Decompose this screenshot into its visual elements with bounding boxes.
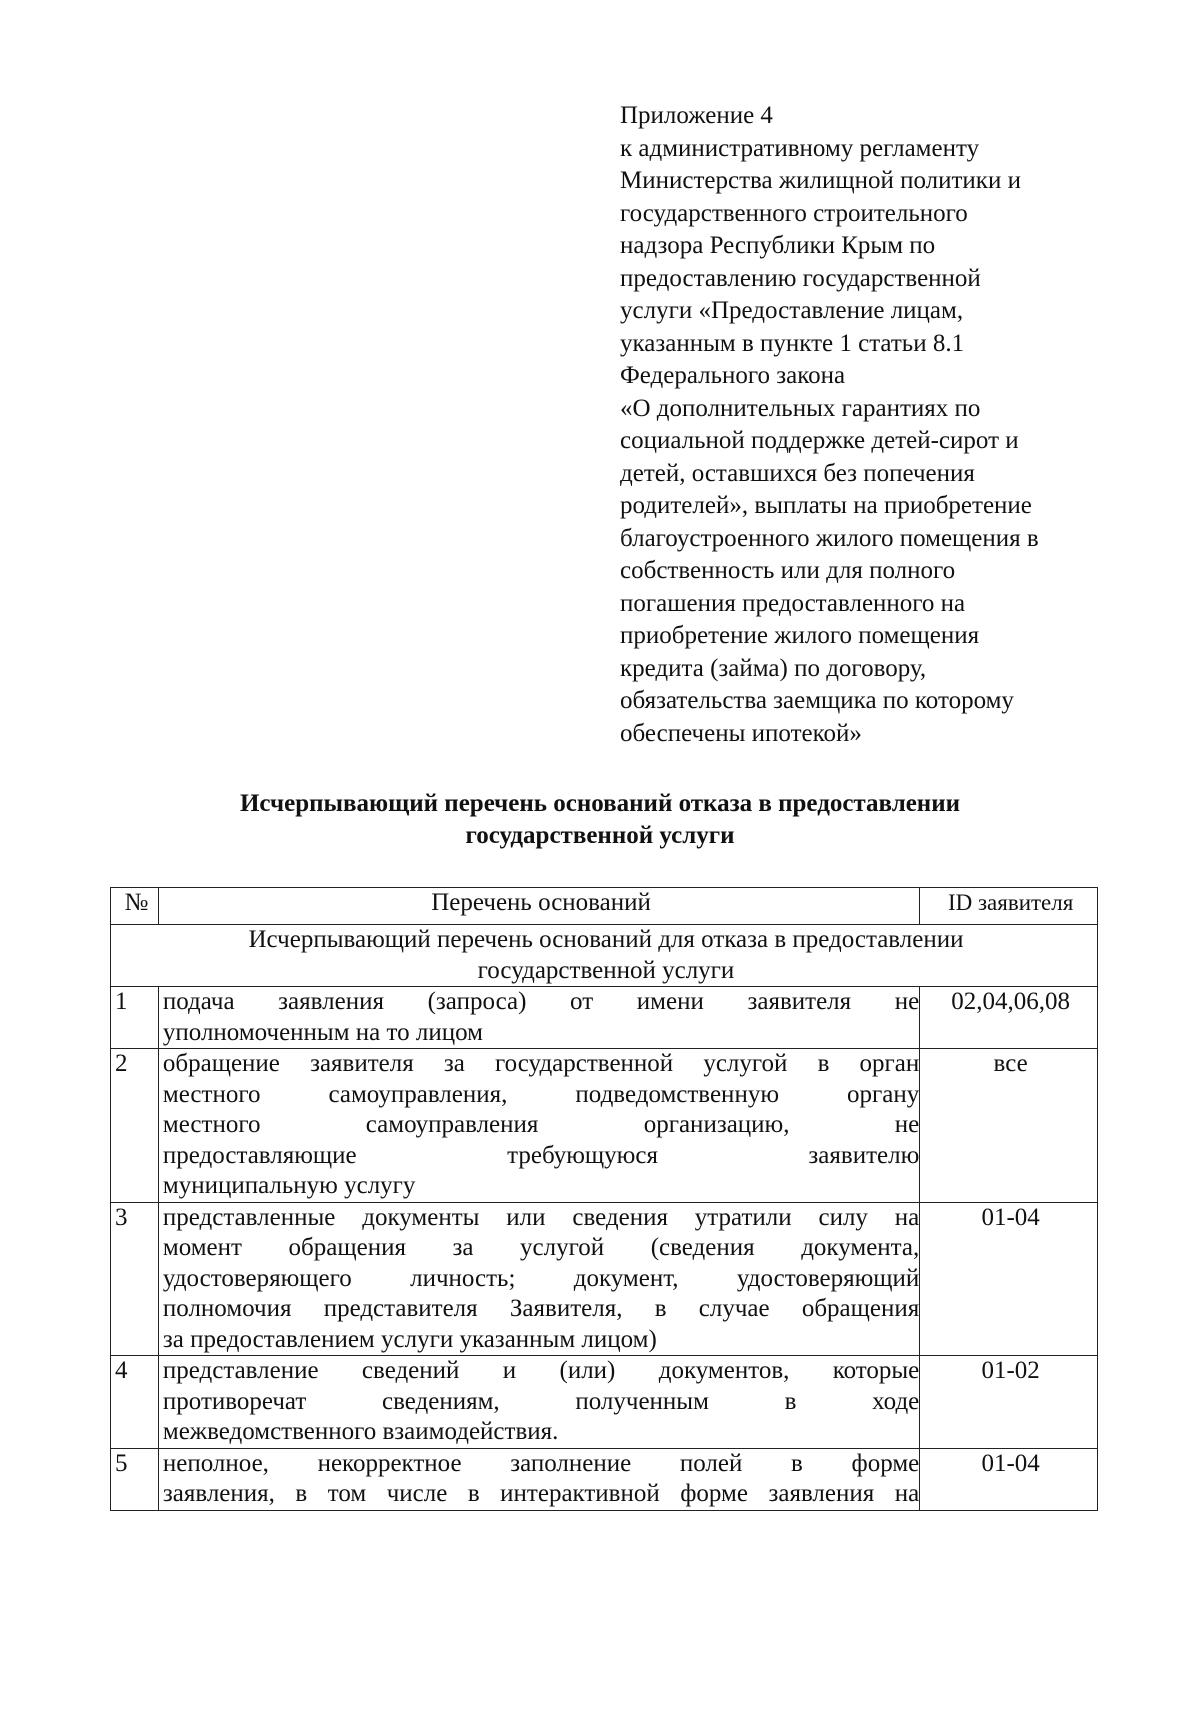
table-header-row [111,888,1098,925]
row-applicant-id: 01-02 [920,1356,1098,1449]
table-row [111,1049,1098,1203]
row-text-line: местного самоуправления, подведомственную органу [162,1080,920,1108]
row-grounds-text [158,1049,919,1203]
row-text-line: предоставляющие требующуюся заявителю [162,1141,920,1169]
section-heading-line: Исчерпывающий перечень оснований для отказа в предоставлении [248,926,964,953]
row-applicant-id: 02,04,06,08 [920,987,1098,1049]
row-number: 3 [111,1202,159,1356]
section-row [111,925,1098,987]
row-grounds-text [158,1356,919,1449]
appendix-line: предоставлению государственной [620,264,981,292]
row-grounds-text [158,1448,919,1510]
appendix-line: указанным в пункте 1 статьи 8.1 [620,329,965,357]
table-row [111,987,1098,1049]
row-text-line: удостоверяющего личность; документ, удостоверяющий [162,1264,920,1292]
appendix-line: услуги «Предоставление лицам, [620,297,964,324]
section-heading [111,925,1098,987]
row-number: 1 [111,987,159,1049]
appendix-block [620,100,1140,750]
row-number: 5 [111,1448,159,1510]
row-grounds-text [158,987,919,1049]
appendix-line: детей, оставшихся без попечения [620,459,975,487]
section-heading-line: государственной услуги [477,956,735,984]
table-row [111,1356,1098,1449]
appendix-line: обеспечены ипотекой» [620,719,862,747]
appendix-line: обязательства заемщика по которому [620,687,1014,714]
document-title [100,788,1100,852]
document-title-line: Исчерпывающий перечень оснований отказа в предоставлении [239,790,961,817]
row-text-line: заявления, в том числе в интерактивной форме заявления на [162,1480,920,1507]
column-header-applicant-id: ID заявителя [920,888,1098,925]
appendix-line: собственность или для полного [620,557,956,584]
appendix-line: Министерства жилищной политики и [620,167,1021,194]
appendix-line: кредита (займа) по договору, [620,654,927,682]
row-text-line: местного самоуправления организацию, не [162,1111,920,1138]
row-text-line: подача заявления (запроса) от имени заявителя не [162,988,920,1015]
appendix-line: Федерального закона [620,362,846,389]
appendix-line: погашения предоставленного на [620,589,966,617]
row-text-line: представленные документы или сведения утратили силу на [162,1203,920,1231]
column-header-no: № [111,888,159,925]
appendix-line: к административному регламенту [620,134,980,162]
appendix-line: родителей», выплаты на приобретение [620,492,1032,519]
appendix-line: «О дополнительных гарантиях по [620,394,981,422]
appendix-line: социальной поддержке детей-сирот и [620,427,1019,454]
row-text-line: за предоставлением услуги указанным лицом) [162,1325,657,1353]
appendix-line: государственного строительного [620,199,968,227]
row-text-line: уполномоченным на то лицом [162,1018,483,1046]
row-text-line: противоречат сведениям, полученным в ходе [162,1387,920,1415]
appendix-line: приобретение жилого помещения [620,622,980,649]
document-title-line: государственной услуги [465,822,735,849]
table-row [111,1202,1098,1356]
appendix-line: надзора Республики Крым по [620,232,936,259]
row-text-line: межведомственного взаимодействия. [162,1418,559,1445]
row-number: 2 [111,1049,159,1203]
row-text-line: момент обращения за услугой (сведения документа, [162,1234,920,1261]
row-applicant-id: 01-04 [920,1448,1098,1510]
appendix-line: благоустроенного жилого помещения в [620,524,1039,552]
row-text-line: представление сведений и (или) документов, которые [162,1357,920,1384]
row-number: 4 [111,1356,159,1449]
table-row [111,1448,1098,1510]
row-text-line: муниципальную услугу [162,1172,416,1199]
row-text-line: неполное, некорректное заполнение полей в форме [162,1449,920,1477]
row-applicant-id: 01-04 [920,1202,1098,1356]
column-header-grounds: Перечень оснований [158,888,919,925]
row-applicant-id: все [920,1049,1098,1203]
row-grounds-text [158,1202,919,1356]
row-text-line: полномочия представителя Заявителя, в случае обращения [162,1295,920,1322]
grounds-table [110,887,1098,1511]
row-text-line: обращение заявителя за государственной услугой в орган [162,1050,920,1077]
appendix-line: Приложение 4 [620,102,773,129]
